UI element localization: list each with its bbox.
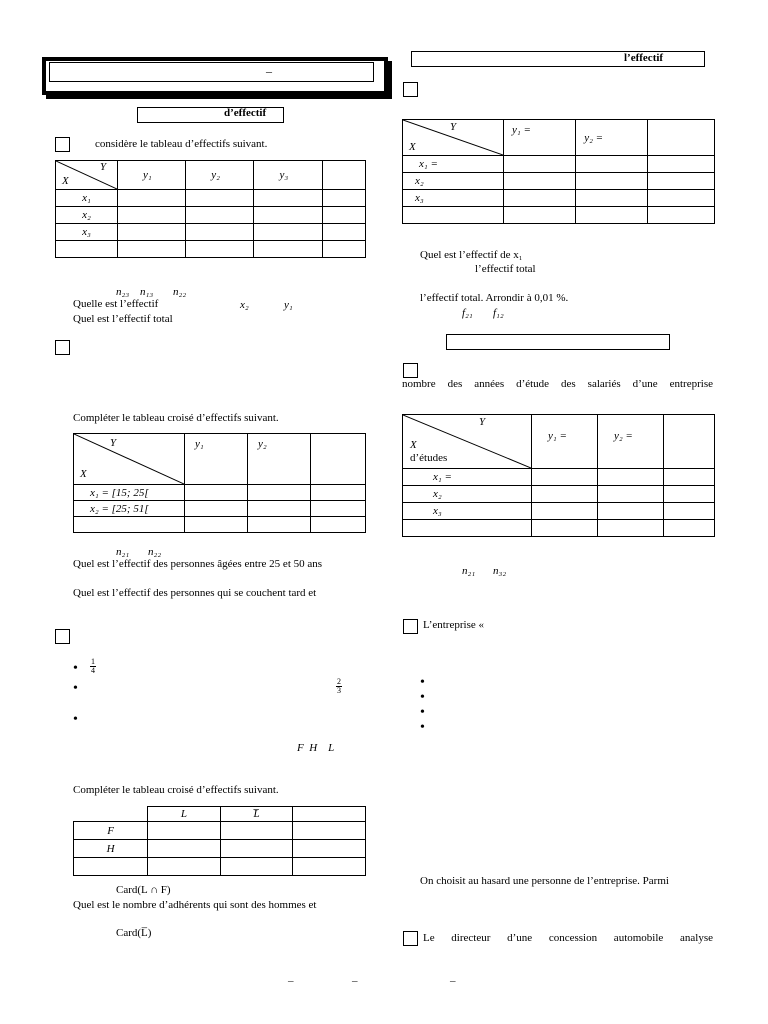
right2-intro: nombre des années d’étude des salariés d’une entreprise <box>402 378 713 390</box>
ex1-q1-y: y₁ <box>284 299 293 311</box>
right1-question-2: l’effectif total <box>475 263 536 275</box>
subtitle-text: d’effectif <box>224 107 267 119</box>
header-title-dash: – <box>266 64 272 78</box>
ex1-checkbox[interactable] <box>55 137 70 152</box>
ex3-row-header: F <box>74 822 148 840</box>
right1-checkbox[interactable] <box>403 82 418 97</box>
ex1-question-2: Quel est l’effectif total <box>73 313 173 325</box>
ex2-table <box>73 433 366 533</box>
ex3-fraction-1 <box>90 658 96 675</box>
right1-question-3: l’effectif total. Arrondir à 0,01 %. <box>420 292 569 304</box>
ex1-corner-cell <box>56 161 118 190</box>
right3-question-1: On choisit au hasard une personne de l’entreprise. Parmi <box>420 875 669 887</box>
ex3-empty-corner <box>74 807 148 822</box>
ex3-col-header: L̅ <box>220 807 293 822</box>
ex1-symbol: n₂₃ <box>116 286 130 298</box>
right1-row-header: x₂ <box>403 173 504 190</box>
ex3-col-header: L <box>148 807 221 822</box>
right2-col-header: y₂ = <box>597 415 663 469</box>
ex1-table <box>55 160 366 258</box>
right2-row-header: x₁ = <box>403 469 532 486</box>
ex2-corner-cell <box>74 434 185 485</box>
right3-bullet: • <box>420 675 425 690</box>
ex3-intro: Compléter le tableau croisé d’effectifs suivant. <box>73 784 279 796</box>
right1-corner-x: X <box>409 141 416 153</box>
ex3-fraction-2 <box>336 678 342 695</box>
footer-dash: – <box>288 975 294 987</box>
ex1-col-header: y₁ <box>118 161 186 190</box>
right1-col-header: y₁ = <box>504 120 576 156</box>
ex1-col-header <box>322 161 365 190</box>
ex2-intro: Compléter le tableau croisé d’effectifs suivant. <box>73 412 279 424</box>
ex2-col-header: y₁ <box>185 434 248 485</box>
right2-symbol: n₂₁ <box>462 565 476 577</box>
ex2-checkbox[interactable] <box>55 340 70 355</box>
ex2-row-header <box>74 517 185 533</box>
header-inner-box <box>49 62 374 82</box>
ex3-question-1: Quel est le nombre d’adhérents qui sont des hommes et <box>73 899 317 911</box>
right3-intro: L’entreprise « <box>423 619 484 631</box>
right4-checkbox[interactable] <box>403 931 418 946</box>
ex1-row-header: x₁ <box>56 190 118 207</box>
ex2-row-header: x₁ = [15; 25[ <box>74 485 185 501</box>
ex1-symbol: n₁₃ <box>140 286 154 298</box>
ex3-table <box>73 806 366 876</box>
right4-intro: Le directeur d’une concession automobile analyse <box>423 932 713 944</box>
right2-row-header <box>403 520 532 537</box>
right2-corner-y: Y <box>479 416 486 428</box>
ex1-row-header: x₃ <box>56 224 118 241</box>
right2-corner-x: X <box>410 439 417 451</box>
right3-bullet: • <box>420 690 425 705</box>
ex3-checkbox[interactable] <box>55 629 70 644</box>
right2-table <box>402 414 715 537</box>
ex1-corner-y: Y <box>100 161 107 173</box>
ex3-row-header <box>74 858 148 876</box>
ex2-question-2: Quel est l’effectif des personnes qui se couchent tard et <box>73 587 317 599</box>
right2-checkbox[interactable] <box>403 363 418 378</box>
ex3-bullet: • <box>73 681 78 696</box>
ex3-card-2: Card(L̅) <box>116 927 152 939</box>
right1-row-header <box>403 207 504 224</box>
right3-bullet: • <box>420 705 425 720</box>
right1-row-header: x₃ <box>403 190 504 207</box>
ex3-col-header <box>293 807 366 822</box>
right2-corner-x-label: d’études <box>410 452 448 464</box>
ex1-q1-x: x₂ <box>240 299 249 311</box>
right2-symbol: n₃₂ <box>493 565 507 577</box>
right2-row-header: x₂ <box>403 486 532 503</box>
right1-row-header: x₁ = <box>403 156 504 173</box>
right1-col-header <box>648 120 715 156</box>
right1-col-header: y₂ = <box>576 120 648 156</box>
ex2-col-header: y₂ <box>247 434 310 485</box>
right2-col-header: y₁ = <box>532 415 598 469</box>
ex1-col-header: y₂ <box>186 161 254 190</box>
ex3-row-header: H <box>74 840 148 858</box>
footer-dash: – <box>352 975 358 987</box>
right1-symbol: f₂₁ <box>462 307 473 319</box>
right1-corner-cell <box>403 120 504 156</box>
right3-checkbox[interactable] <box>403 619 418 634</box>
ex2-row-header: x₂ = [25; 51[ <box>74 501 185 517</box>
ex3-frac2-den: 3 <box>337 686 341 695</box>
right1-symbol: f₁₂ <box>493 307 504 319</box>
right1-corner-y: Y <box>450 121 457 133</box>
right2-title-box <box>446 334 670 350</box>
ex1-symbol: n₂₂ <box>173 286 187 298</box>
ex3-bullet: • <box>73 661 78 676</box>
ex2-corner-x: X <box>80 468 87 480</box>
ex2-symbol: n₂₁ <box>116 546 130 558</box>
ex3-card-1: Card(L ∩ F) <box>116 884 171 896</box>
right1-table <box>402 119 715 224</box>
right3-bullet: • <box>420 720 425 735</box>
ex2-col-header <box>310 434 365 485</box>
ex2-corner-y: Y <box>110 437 117 449</box>
right2-row-header: x₃ <box>403 503 532 520</box>
footer-dash: – <box>450 975 456 987</box>
ex3-letters: F H L <box>297 742 335 754</box>
ex3-frac1-den: 4 <box>91 666 95 675</box>
right2-corner-cell <box>403 415 532 469</box>
ex2-symbol: n₂₂ <box>148 546 162 558</box>
ex2-question-1: Quel est l’effectif des personnes âgées entre 25 et 50 ans <box>73 558 323 570</box>
ex3-frac1-num: 1 <box>91 657 95 666</box>
ex1-corner-x: X <box>62 175 69 187</box>
ex3-frac2-num: 2 <box>337 677 341 686</box>
ex1-question-1: Quelle est l’effectif <box>73 298 159 310</box>
right1-question-1: Quel est l’effectif de x₁ <box>420 249 523 261</box>
ex1-row-header <box>56 241 118 258</box>
ex3-bullet: • <box>73 712 78 727</box>
right2-col-header <box>663 415 714 469</box>
right-title-text: l’effectif <box>624 52 664 64</box>
ex1-col-header: y₃ <box>254 161 322 190</box>
ex1-intro: considère le tableau d’effectifs suivant. <box>95 138 268 150</box>
ex1-row-header: x₂ <box>56 207 118 224</box>
